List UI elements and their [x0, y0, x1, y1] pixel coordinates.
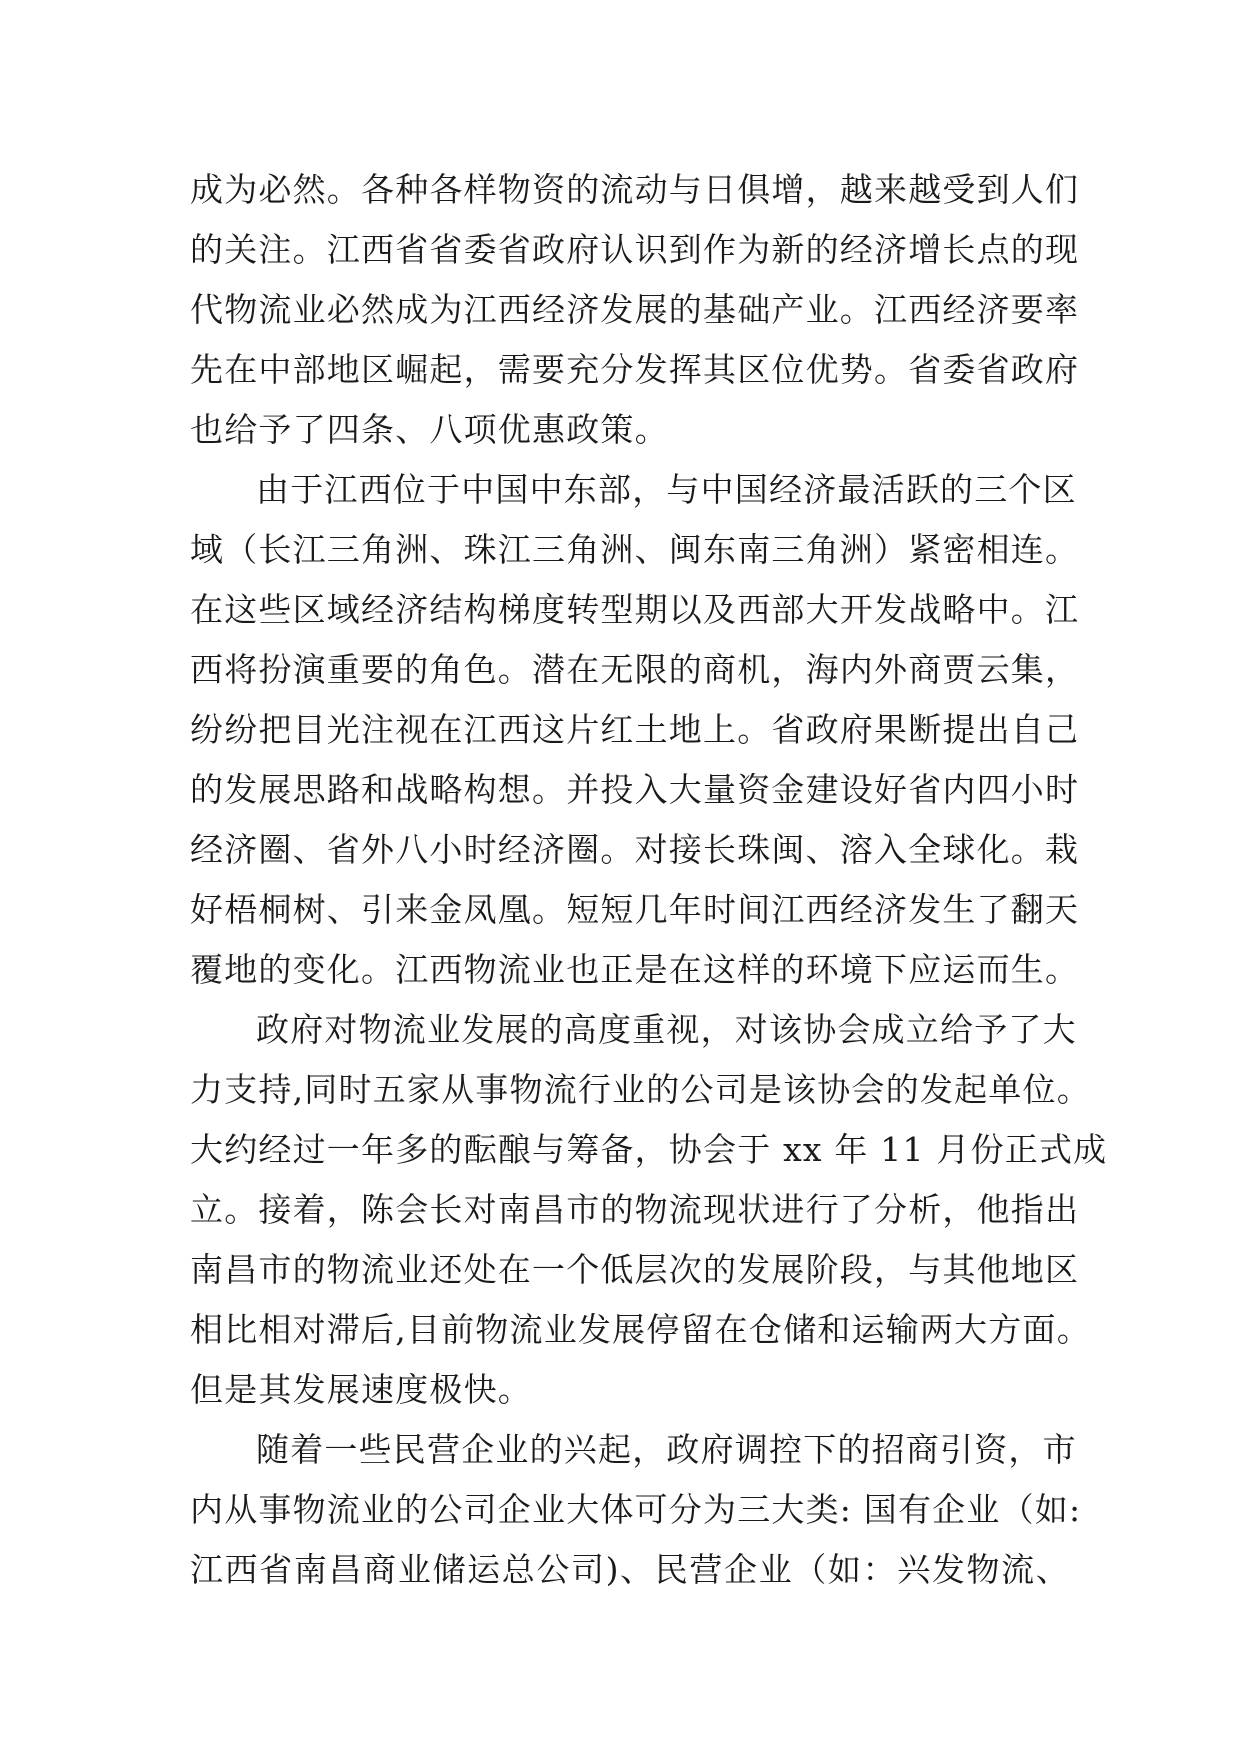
- text-line: 内从事物流业的公司企业大体可分为三大类: 国有企业（如:: [190, 1490, 1082, 1529]
- text-line: 但是其发展速度极快。: [190, 1370, 532, 1409]
- text-line: 好梧桐树、引来金凤凰。短短几年时间江西经济发生了翻天: [190, 890, 1080, 929]
- text-line: 的发展思路和战略构想。并投入大量资金建设好省内四小时: [190, 770, 1080, 809]
- text-line: 也给予了四条、八项优惠政策。: [190, 410, 669, 449]
- text-line: 相比相对滞后,目前物流业发展停留在仓储和运输两大方面。: [190, 1310, 1091, 1349]
- text-line: 随着一些民营企业的兴起，政府调控下的招商引资，市: [256, 1430, 1077, 1469]
- text-line: 南昌市的物流业还处在一个低层次的发展阶段，与其他地区: [190, 1250, 1080, 1289]
- body-text: [190, 160, 1108, 1600]
- text-line: 立。接着，陈会长对南昌市的物流现状进行了分析，他指出: [190, 1190, 1080, 1229]
- text-line: 大约经过一年多的酝酿与筹备，协会于 xx 年 11 月份正式成: [190, 1130, 1108, 1169]
- text-line: 在这些区域经济结构梯度转型期以及西部大开发战略中。江: [190, 590, 1080, 629]
- text-line: 经济圈、省外八小时经济圈。对接长珠闽、溶入全球化。栽: [190, 830, 1080, 869]
- text-line: 西将扮演重要的角色。潜在无限的商机，海内外商贾云集，: [190, 650, 1080, 689]
- text-line: 政府对物流业发展的高度重视，对该协会成立给予了大: [256, 1010, 1077, 1049]
- text-line: 覆地的变化。江西物流业也正是在这样的环境下应运而生。: [190, 950, 1080, 989]
- text-line: 力支持,同时五家从事物流行业的公司是该协会的发起单位。: [190, 1070, 1091, 1109]
- text-line: 由于江西位于中国中东部，与中国经济最活跃的三个区: [256, 470, 1077, 509]
- text-line: 代物流业必然成为江西经济发展的基础产业。江西经济要率: [190, 290, 1080, 329]
- text-line: 域（长江三角洲、珠江三角洲、闽东南三角洲）紧密相连。: [190, 530, 1080, 569]
- text-line: 的关注。江西省省委省政府认识到作为新的经济增长点的现: [190, 230, 1080, 269]
- text-line: 成为必然。各种各样物资的流动与日俱增，越来越受到人们: [190, 170, 1080, 209]
- text-line: 江西省南昌商业储运总公司)、民营企业（如：兴发物流、: [190, 1550, 1070, 1589]
- text-line: 纷纷把目光注视在江西这片红土地上。省政府果断提出自己: [190, 710, 1080, 749]
- text-line: 先在中部地区崛起，需要充分发挥其区位优势。省委省政府: [190, 350, 1080, 389]
